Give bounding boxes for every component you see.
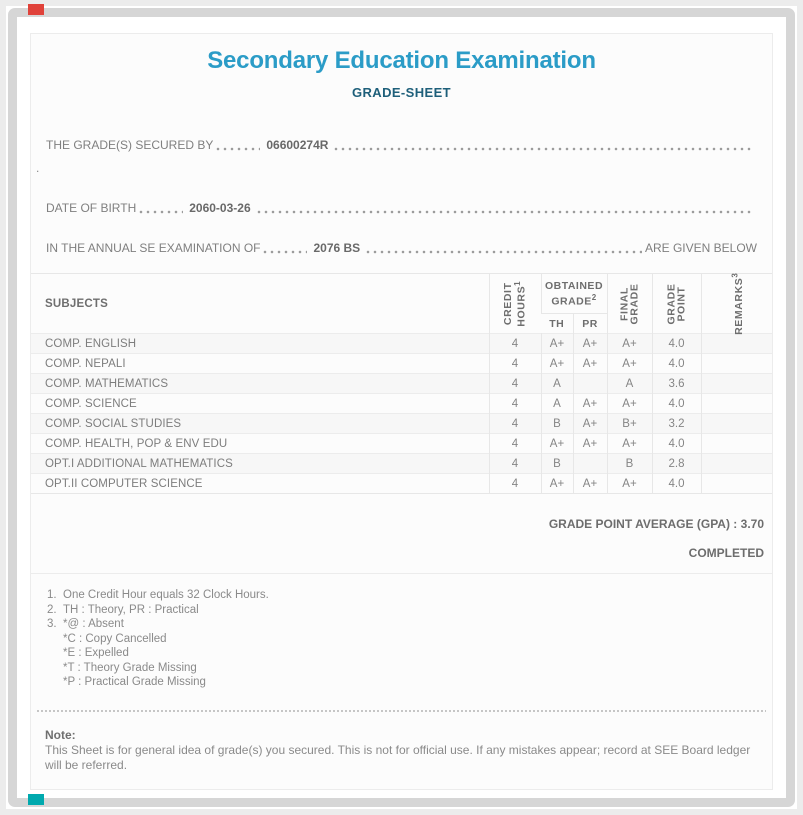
examination-year-value: 2076 BS xyxy=(313,241,361,255)
date-of-birth-label: DATE OF BIRTH xyxy=(46,201,137,215)
cell-pr: A+ xyxy=(573,474,607,494)
cell-pr: A+ xyxy=(573,354,607,374)
cell-th: A+ xyxy=(541,474,573,494)
footnote-line: *P : Practical Grade Missing xyxy=(63,676,206,688)
dotted-divider xyxy=(37,710,766,712)
summary-divider xyxy=(31,573,772,574)
cell-credit: 4 xyxy=(489,414,541,434)
stray-dot: . xyxy=(36,161,40,175)
cell-final: B+ xyxy=(607,414,652,434)
note-block xyxy=(45,728,758,773)
cell-point: 4.0 xyxy=(652,394,701,414)
cell-remarks xyxy=(701,414,772,434)
cell-remarks xyxy=(701,374,772,394)
footnote-line: *T : Theory Grade Missing xyxy=(63,661,197,674)
cell-th: B xyxy=(541,414,573,434)
page-subtitle: GRADE-SHEET xyxy=(351,85,452,100)
footnote-item xyxy=(47,588,758,603)
cell-th: A xyxy=(541,374,573,394)
cell-pr: A+ xyxy=(573,434,607,454)
gpa-value: 3.70 xyxy=(740,517,764,531)
cell-remarks xyxy=(701,454,772,474)
dot-leader xyxy=(334,147,754,151)
cell-point: 3.2 xyxy=(652,414,701,434)
cell-remarks xyxy=(701,474,772,494)
dot-leader xyxy=(216,147,260,151)
status-completed: COMPLETED xyxy=(688,546,764,560)
cell-remarks xyxy=(701,394,772,414)
cell-credit: 4 xyxy=(489,434,541,454)
gpa-summary xyxy=(39,517,764,531)
cell-th: A+ xyxy=(541,334,573,354)
footnote-line: *@ : Absent xyxy=(63,618,124,630)
cell-pr xyxy=(573,454,607,474)
column-header-theory: TH xyxy=(549,317,565,330)
column-header-final-grade: FINAL GRADE xyxy=(607,274,652,334)
candidate-info xyxy=(36,138,757,256)
grades-secured-line xyxy=(46,138,757,153)
cell-subject: COMP. SCIENCE xyxy=(45,397,137,410)
cell-th: A xyxy=(541,394,573,414)
date-of-birth-line xyxy=(46,201,757,216)
table-row xyxy=(31,454,772,474)
column-header-subjects: SUBJECTS xyxy=(45,297,108,310)
cell-final: B xyxy=(607,454,652,474)
footnote-item xyxy=(47,617,758,690)
table-row xyxy=(31,434,772,454)
cell-subject: OPT.II COMPUTER SCIENCE xyxy=(45,477,203,490)
footnote-marker: 2. xyxy=(47,603,57,616)
gpa-label: GRADE POINT AVERAGE (GPA) : xyxy=(548,517,738,531)
examination-suffix: ARE GIVEN BELOW xyxy=(644,241,757,255)
date-of-birth-value: 2060-03-26 xyxy=(189,201,251,215)
cell-pr xyxy=(573,374,607,394)
cell-point: 4.0 xyxy=(652,354,701,374)
note-label: Note: xyxy=(45,727,76,742)
cell-point: 4.0 xyxy=(652,474,701,494)
top-left-red-marker xyxy=(28,4,44,15)
cell-credit: 4 xyxy=(489,394,541,414)
table-row xyxy=(31,374,772,394)
cell-final: A xyxy=(607,374,652,394)
cell-pr: A+ xyxy=(573,394,607,414)
cell-point: 4.0 xyxy=(652,434,701,454)
grades-table xyxy=(31,273,772,494)
table-row xyxy=(31,474,772,494)
cell-final: A+ xyxy=(607,394,652,414)
grade-sheet xyxy=(30,33,773,790)
cell-final: A+ xyxy=(607,434,652,454)
examination-label: IN THE ANNUAL SE EXAMINATION OF xyxy=(46,241,261,255)
column-header-obtained-grade: OBTAINED GRADE$^2$ xyxy=(541,274,607,314)
column-header-credit-hours: CREDIT HOURS$^1$ xyxy=(489,274,541,334)
cell-credit: 4 xyxy=(489,454,541,474)
cell-th: A+ xyxy=(541,434,573,454)
cell-subject: COMP. NEPALI xyxy=(45,357,126,370)
cell-remarks xyxy=(701,434,772,454)
table-row xyxy=(31,354,772,374)
cell-subject: OPT.I ADDITIONAL MATHEMATICS xyxy=(45,457,233,470)
table-row xyxy=(31,334,772,354)
cell-th: A+ xyxy=(541,354,573,374)
column-header-remarks: REMARKS$^3$ xyxy=(701,274,772,334)
cell-point: 2.8 xyxy=(652,454,701,474)
cell-remarks xyxy=(701,354,772,374)
table-row xyxy=(31,414,772,434)
cell-credit: 4 xyxy=(489,374,541,394)
cell-subject: COMP. ENGLISH xyxy=(45,337,137,350)
cell-subject: COMP. SOCIAL STUDIES xyxy=(45,417,182,430)
cell-subject: COMP. HEALTH, POP & ENV EDU xyxy=(45,437,228,450)
cell-final: A+ xyxy=(607,334,652,354)
examination-line xyxy=(46,241,757,256)
dot-leader xyxy=(139,210,183,214)
footnote-line: *C : Copy Cancelled xyxy=(63,632,167,645)
dot-leader xyxy=(257,210,754,214)
cell-credit: 4 xyxy=(489,354,541,374)
bottom-left-teal-marker xyxy=(28,794,44,805)
cell-credit: 4 xyxy=(489,334,541,354)
footnote-marker: 3. xyxy=(47,618,57,630)
cell-subject: COMP. MATHEMATICS xyxy=(45,377,169,390)
note-text: This Sheet is for general idea of grade(s) you secured. This is not for official use. If any mistakes appear; record at SEE Board ledger will be referred. xyxy=(45,742,751,772)
cell-remarks xyxy=(701,334,772,354)
cell-pr: A+ xyxy=(573,334,607,354)
cell-point: 4.0 xyxy=(652,334,701,354)
footnote-marker: 1. xyxy=(47,589,57,601)
cell-credit: 4 xyxy=(489,474,541,494)
dot-leader xyxy=(263,250,307,254)
grades-secured-label: THE GRADE(S) SECURED BY xyxy=(46,138,214,152)
cell-pr: A+ xyxy=(573,414,607,434)
table-row xyxy=(31,394,772,414)
cell-th: B xyxy=(541,454,573,474)
column-header-grade-point: GRADE POINT xyxy=(652,274,701,334)
footnote-item xyxy=(47,603,758,618)
dot-leader xyxy=(366,250,642,254)
cell-final: A+ xyxy=(607,354,652,374)
footnote-line: One Credit Hour equals 32 Clock Hours. xyxy=(63,589,269,601)
footnote-line: TH : Theory, PR : Practical xyxy=(63,603,199,616)
footnotes xyxy=(47,588,758,690)
cell-final: A+ xyxy=(607,474,652,494)
cell-point: 3.6 xyxy=(652,374,701,394)
symbol-number-value: 06600274R xyxy=(266,138,329,152)
footnote-line: *E : Expelled xyxy=(63,647,129,659)
column-header-practical: PR xyxy=(573,314,607,334)
page-title: Secondary Education Examination xyxy=(207,47,596,74)
